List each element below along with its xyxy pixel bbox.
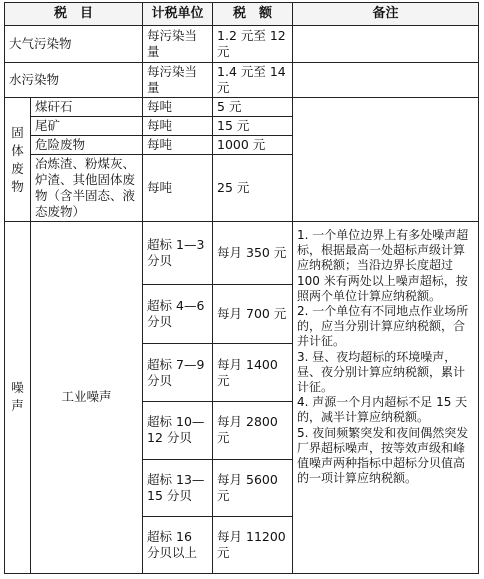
row-air bbox=[5, 25, 479, 62]
solid-amount-3: 1000 元 bbox=[213, 135, 293, 154]
header-amount: 税 额 bbox=[213, 3, 293, 26]
row-solid-1 bbox=[5, 98, 479, 117]
noise-amount-3: 每月 1400 元 bbox=[213, 344, 293, 401]
noise-category: 噪声 bbox=[5, 221, 31, 573]
noise-unit-1: 超标 1—3 分贝 bbox=[143, 221, 213, 284]
water-name: 水污染物 bbox=[5, 63, 143, 98]
solid-amount-2: 15 元 bbox=[213, 117, 293, 136]
solid-amount-1: 5 元 bbox=[213, 98, 293, 117]
tax-table bbox=[4, 2, 479, 574]
solid-unit-2: 每吨 bbox=[143, 117, 213, 136]
noise-note-2: 2. 一个单位有不同地点作业场所的，应当分别计算应纳税额，合并计征。 bbox=[297, 303, 469, 349]
noise-unit-4: 超标 10—12 分贝 bbox=[143, 401, 213, 459]
noise-amount-1: 每月 350 元 bbox=[213, 221, 293, 284]
water-note bbox=[293, 63, 479, 98]
noise-note-1: 1. 一个单位边界上有多处噪声超标，根据最高一处超标声级计算应纳税额；当沿边界长度超过 100 米有两处以上噪声超标，按照两个单位计算应纳税额。 bbox=[297, 227, 469, 303]
noise-notes bbox=[293, 221, 479, 573]
header-unit: 计税单位 bbox=[143, 3, 213, 26]
header-item: 税 目 bbox=[5, 3, 143, 26]
noise-unit-6: 超标 16 分贝以上 bbox=[143, 516, 213, 573]
solid-amount-4: 25 元 bbox=[213, 154, 293, 221]
solid-name-4: 冶炼渣、粉煤灰、炉渣、其他固体废物（含半固态、液态废物） bbox=[31, 154, 143, 221]
row-noise-1 bbox=[5, 221, 479, 284]
row-water bbox=[5, 63, 479, 98]
water-unit: 每污染当量 bbox=[143, 63, 213, 98]
noise-amount-2: 每月 700 元 bbox=[213, 285, 293, 344]
noise-amount-5: 每月 5600 元 bbox=[213, 459, 293, 516]
noise-note-4: 4. 声源一个月内超标不足 15 天的，减半计算应纳税额。 bbox=[297, 395, 468, 425]
solid-name-1: 煤矸石 bbox=[31, 98, 143, 117]
header-row bbox=[5, 3, 479, 26]
solid-unit-3: 每吨 bbox=[143, 135, 213, 154]
noise-note-3: 3. 昼、夜均超标的环境噪声，昼、夜分别计算应纳税额，累计计征。 bbox=[297, 349, 466, 394]
solid-name-2: 尾矿 bbox=[31, 117, 143, 136]
solid-name-3: 危险废物 bbox=[31, 135, 143, 154]
noise-amount-6: 每月 11200 元 bbox=[213, 516, 293, 573]
noise-unit-2: 超标 4—6 分贝 bbox=[143, 285, 213, 344]
air-note bbox=[293, 25, 479, 62]
noise-amount-4: 每月 2800 元 bbox=[213, 401, 293, 459]
noise-unit-5: 超标 13—15 分贝 bbox=[143, 459, 213, 516]
noise-subcategory: 工业噪声 bbox=[31, 221, 143, 573]
noise-unit-3: 超标 7—9 分贝 bbox=[143, 344, 213, 401]
air-unit: 每污染当量 bbox=[143, 25, 213, 62]
solid-unit-4: 每吨 bbox=[143, 154, 213, 221]
air-amount: 1.2 元至 12 元 bbox=[213, 25, 293, 62]
solid-note bbox=[293, 98, 479, 221]
water-amount: 1.4 元至 14 元 bbox=[213, 63, 293, 98]
header-note: 备注 bbox=[293, 3, 479, 26]
solid-unit-1: 每吨 bbox=[143, 98, 213, 117]
air-name: 大气污染物 bbox=[5, 25, 143, 62]
solid-category: 固体废物 bbox=[5, 98, 31, 221]
noise-note-5: 5. 夜间频繁突发和夜间偶然突发厂界超标噪声，按等效声级和峰值噪声两种指标中超标分贝值高的一项计算应纳税额。 bbox=[297, 425, 469, 486]
